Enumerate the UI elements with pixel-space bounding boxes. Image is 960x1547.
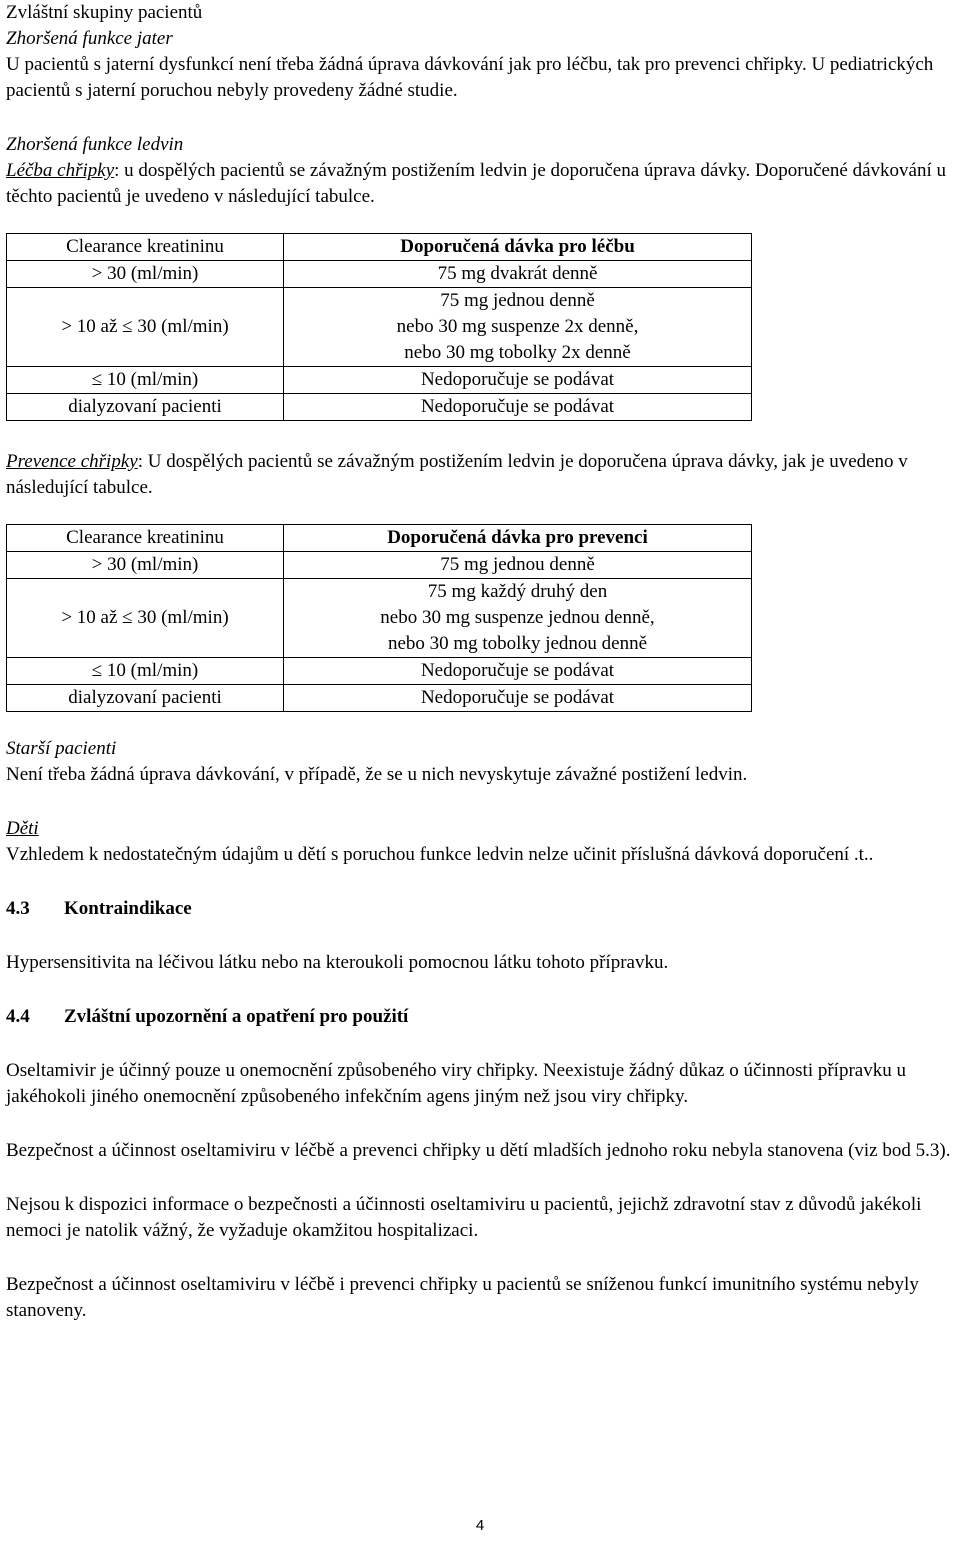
dose-line: 75 mg každý druhý den [427, 581, 608, 602]
page-number: 4 [475, 1517, 485, 1534]
clearance-cell: dialyzovaní pacienti [7, 685, 284, 712]
elderly-subheading: Starší pacienti [6, 738, 117, 759]
table-header-row [7, 234, 752, 261]
section-number: 4.4 [6, 1006, 30, 1027]
prevention-label: Prevence chřipky [6, 451, 138, 472]
treatment-text: : u dospělých pacientů se závažným postižením ledvin je doporučena úprava dávky. Doporučené dávkování u těchto pacientů je uvedeno v následující tabulce. [6, 160, 947, 207]
children-subheading: Děti [6, 818, 39, 839]
table-header-row [7, 525, 752, 552]
warning-paragraph: Nejsou k dispozici informace o bezpečnosti a účinnosti oseltamiviru u pacientů, jejichž zdravotní stav z důvodů jakékoli nemoci je natolik vážný, že vyžaduje okamžitou hospitalizaci. [6, 1194, 922, 1241]
clearance-cell: > 10 až ≤ 30 (ml/min) [7, 288, 284, 367]
header-dose: Doporučená dávka pro léčbu [284, 234, 752, 261]
table-row [7, 658, 752, 685]
liver-subheading: Zhoršená funkce jater [6, 28, 173, 49]
dose-cell: 75 mg dvakrát denně [284, 261, 752, 288]
prevention-paragraph [6, 449, 956, 501]
section-4-4-heading [6, 1004, 956, 1030]
dose-cell [284, 288, 752, 367]
clearance-cell: > 30 (ml/min) [7, 261, 284, 288]
clearance-cell: dialyzovaní pacienti [7, 394, 284, 421]
elderly-paragraph: Není třeba žádná úprava dávkování, v případě, že se u nich nevyskytuje závažné postižení ledvin. [6, 764, 748, 785]
dose-cell [284, 579, 752, 658]
header-clearance: Clearance kreatininu [7, 234, 284, 261]
clearance-cell: > 10 až ≤ 30 (ml/min) [7, 579, 284, 658]
dose-cell: 75 mg jednou denně [284, 552, 752, 579]
dose-line: 75 mg jednou denně [440, 290, 595, 311]
table-row [7, 685, 752, 712]
table-row [7, 394, 752, 421]
clearance-cell: > 30 (ml/min) [7, 552, 284, 579]
dose-cell: Nedoporučuje se podávat [284, 367, 752, 394]
treatment-paragraph [6, 158, 956, 210]
table-row [7, 288, 752, 367]
section-title: Kontraindikace [64, 898, 192, 919]
section-heading: Zvláštní skupiny pacientů [6, 2, 203, 23]
dose-line: nebo 30 mg tobolky jednou denně [387, 633, 648, 654]
table-row [7, 261, 752, 288]
dose-cell: Nedoporučuje se podávat [284, 394, 752, 421]
table-row [7, 367, 752, 394]
dose-line: nebo 30 mg tobolky 2x denně [404, 342, 631, 363]
contraindication-paragraph: Hypersensitivita na léčivou látku nebo na kteroukoli pomocnou látku tohoto přípravku. [6, 952, 669, 973]
warning-paragraph: Bezpečnost a účinnost oseltamiviru v léčbě i prevenci chřipky u pacientů se sníženou funkcí imunitního systému nebyly stanoveny. [6, 1274, 919, 1321]
warning-paragraph: Bezpečnost a účinnost oseltamiviru v léčbě a prevenci chřipky u dětí mladších jednoho roku nebyla stanovena (viz bod 5.3). [6, 1140, 951, 1161]
treatment-dose-table [6, 233, 752, 421]
warning-paragraph: Oseltamivir je účinný pouze u onemocnění způsobeného viry chřipky. Neexistuje žádný důkaz o účinnosti přípravku u jakéhokoli jiného onemocnění způsobeného infekčním agens jiným než jsou viry chřipky. [6, 1060, 906, 1107]
header-dose: Doporučená dávka pro prevenci [284, 525, 752, 552]
document-page [6, 0, 956, 1324]
dose-line: nebo 30 mg suspenze 2x denně, [396, 316, 639, 337]
children-paragraph: Vzhledem k nedostatečným údajům u dětí s poruchou funkce ledvin nelze učinit příslušná dávková doporučení .t.. [6, 844, 874, 865]
dose-line: nebo 30 mg suspenze jednou denně, [380, 607, 655, 628]
dose-cell: Nedoporučuje se podávat [284, 685, 752, 712]
liver-paragraph: U pacientů s jaterní dysfunkcí není třeba žádná úprava dávkování jak pro léčbu, tak pro prevenci chřipky. U pediatrických pacientů s jaterní poruchou nebyly provedeny žádné studie. [6, 54, 934, 101]
clearance-cell: ≤ 10 (ml/min) [7, 658, 284, 685]
table-row [7, 552, 752, 579]
clearance-cell: ≤ 10 (ml/min) [7, 367, 284, 394]
prevention-dose-table [6, 524, 752, 712]
prevention-text: : U dospělých pacientů se závažným postižením ledvin je doporučena úprava dávky, jak je uvedeno v následující tabulce. [6, 451, 908, 498]
section-number: 4.3 [6, 898, 30, 919]
header-clearance: Clearance kreatininu [7, 525, 284, 552]
dose-cell: Nedoporučuje se podávat [284, 658, 752, 685]
table-row [7, 579, 752, 658]
treatment-label: Léčba chřipky [6, 160, 115, 181]
kidney-subheading: Zhoršená funkce ledvin [6, 134, 184, 155]
section-title: Zvláštní upozornění a opatření pro použití [64, 1006, 409, 1027]
section-4-3-heading [6, 896, 956, 922]
